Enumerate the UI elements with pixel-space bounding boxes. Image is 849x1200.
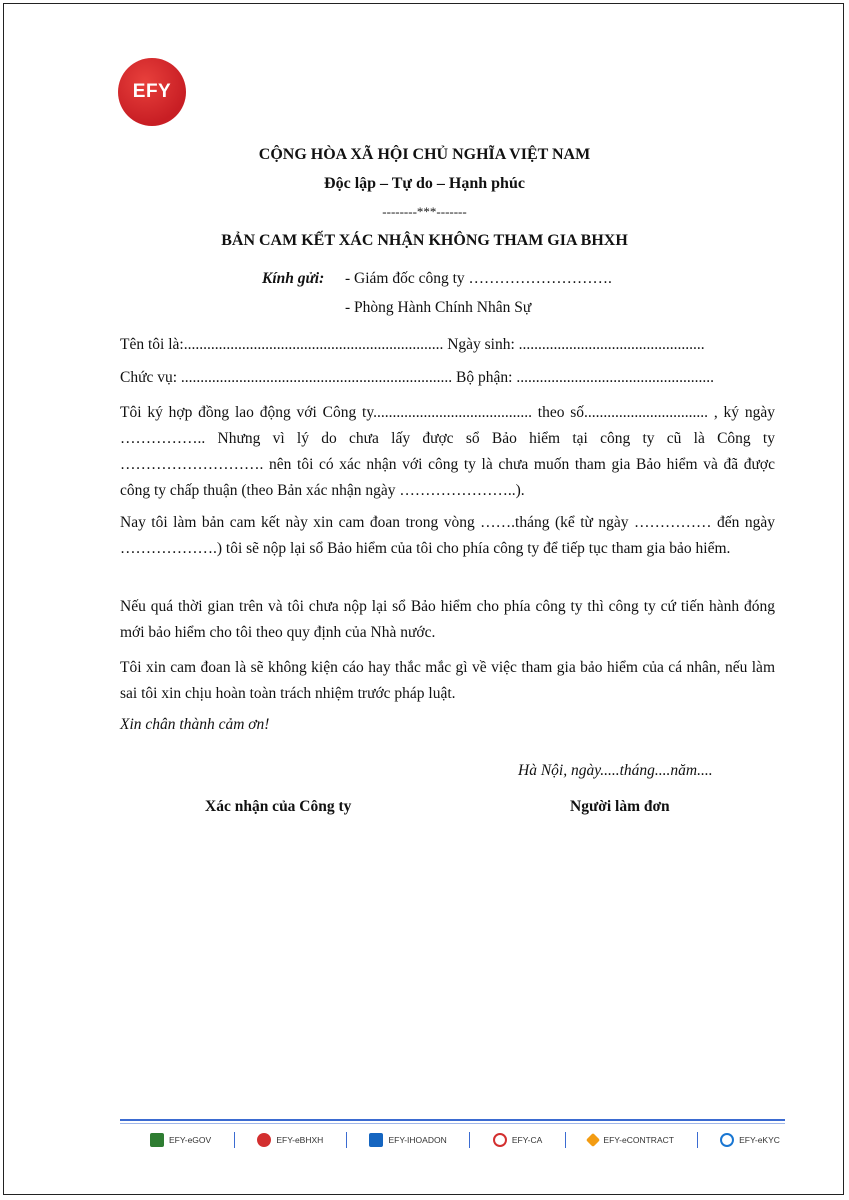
footer-item-egov [150, 1133, 211, 1147]
contract-hand-icon [586, 1133, 600, 1147]
certificate-icon [493, 1133, 507, 1147]
footer-item-ihoadon [369, 1133, 446, 1147]
national-title: CỘNG HÒA XÃ HỘI CHỦ NGHĨA VIỆT NAM [258, 146, 591, 163]
name-birthdate-row: Tên tôi là:................................................................... Ngày sinh: ................................................ [120, 336, 705, 353]
paragraph-declaration: Tôi xin cam đoan là sẽ không kiện cáo hay thắc mắc gì về việc tham gia bảo hiểm của cá nhân, nếu làm sai tôi xin chịu hoàn toàn trách nhiệm trước pháp luật. [120, 659, 775, 702]
document-title: BẢN CAM KẾT XÁC NHẬN KHÔNG THAM GIA BHXH [221, 232, 628, 249]
paragraph-commitment: Nay tôi làm bản cam kết này xin cam đoan trong vòng …….tháng (kể từ ngày …………… đến ngày ……………….) tôi sẽ nộp lại sổ Bảo hiểm của tôi cho phía công ty để tiếp tục tham gia bảo hiểm. [120, 514, 775, 557]
footer-brands [150, 1129, 780, 1151]
footer-label: EFY-eGOV [169, 1135, 212, 1145]
footer-item-ekyc [720, 1133, 780, 1147]
footer-item-ca [493, 1133, 542, 1147]
footer-divider [469, 1132, 470, 1148]
logo-text: EFY [132, 81, 172, 102]
footer-divider [346, 1132, 347, 1148]
footer-label: EFY-eBHXH [276, 1135, 324, 1145]
position-department-row: Chức vụ: ...................................................................... Bộ phận: ................................................... [120, 369, 714, 386]
footer-divider [565, 1132, 566, 1148]
footer-divider [234, 1132, 235, 1148]
footer-divider [697, 1132, 698, 1148]
paragraph-overdue: Nếu quá thời gian trên và tôi chưa nộp lại sổ Bảo hiểm cho phía công ty thì công ty cứ tiến hành đóng mới bảo hiểm cho tôi theo quy định của Nhà nước. [120, 598, 775, 641]
footer-label: EFY-eKYC [739, 1135, 780, 1145]
recipient-line-2: - Phòng Hành Chính Nhân Sự [345, 299, 532, 316]
verified-check-icon [720, 1133, 734, 1147]
efy-badge-icon [257, 1133, 271, 1147]
footer-rule-thin [120, 1123, 785, 1124]
applicant-label: Người làm đơn [570, 798, 670, 815]
footer-label: EFY-eCONTRACT [603, 1135, 674, 1145]
paragraph-contract: Tôi ký hợp đồng lao động với Công ty......................................... theo số................................ , ký ngày …………….. Nhưng vì lý do chưa lấy được sổ Bảo hiểm tại công ty cũ là Công ty ………………………. nên tôi có xác nhận với công ty là chưa muốn tham gia Bảo hiểm và đã được công ty chấp thuận (theo Bản xác nhận ngày …………………..). [120, 404, 775, 499]
footer-label: EFY-IHOADON [388, 1135, 447, 1145]
footer-item-ebhxh [257, 1133, 323, 1147]
recipient-line-1: - Giám đốc công ty ………………………. [345, 270, 612, 287]
recipient-label: Kính gửi: [262, 270, 325, 287]
invoice-icon [369, 1133, 383, 1147]
company-confirmation-label: Xác nhận của Công ty [205, 798, 352, 815]
header-separator: --------***------- [382, 204, 467, 219]
efy-logo [118, 58, 186, 126]
government-building-icon [150, 1133, 164, 1147]
footer-item-econtract [588, 1135, 674, 1145]
footer-label: EFY-CA [511, 1135, 543, 1145]
thanks-line: Xin chân thành cảm ơn! [120, 716, 270, 733]
place-date: Hà Nội, ngày.....tháng....năm.... [518, 762, 713, 779]
national-motto: Độc lập – Tự do – Hạnh phúc [324, 175, 525, 192]
footer-rule [120, 1119, 785, 1121]
